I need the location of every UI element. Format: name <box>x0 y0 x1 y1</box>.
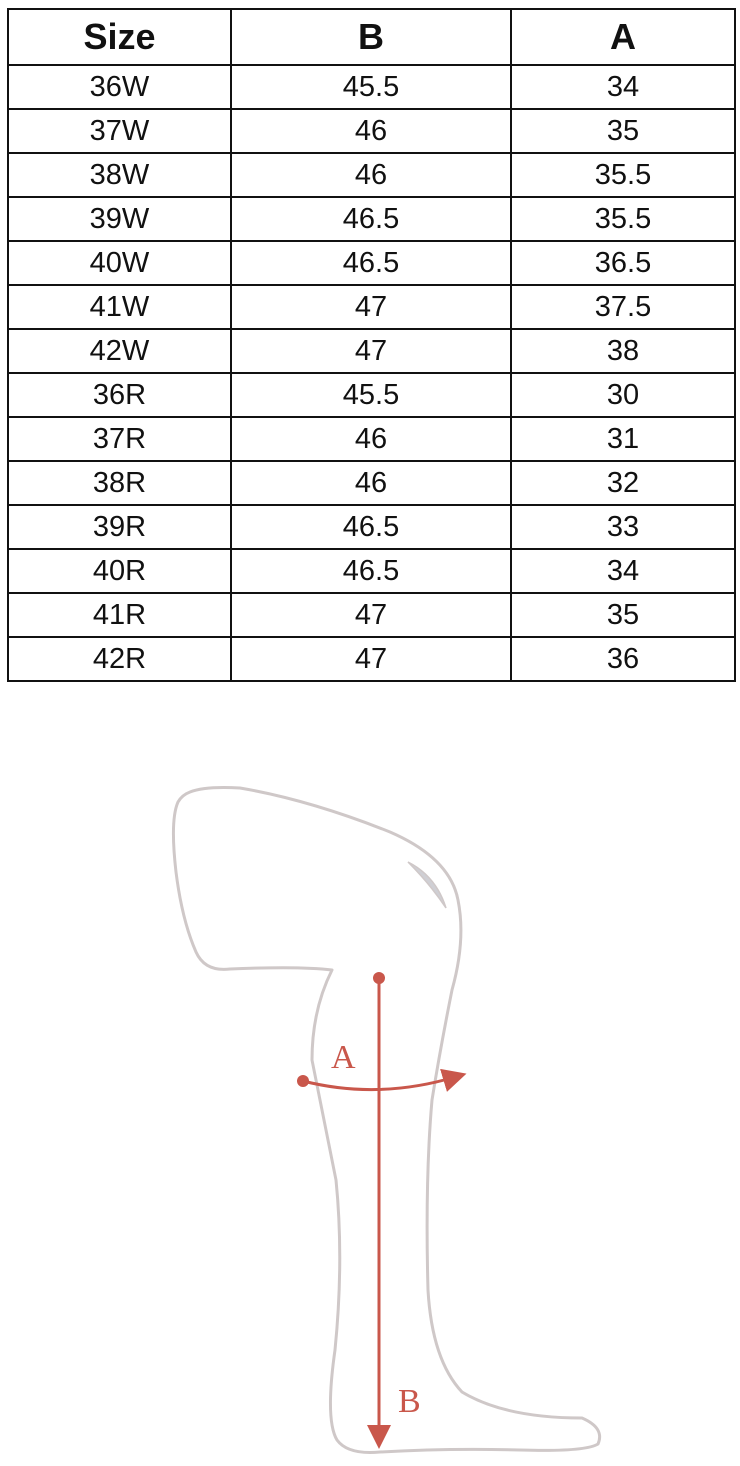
cell-a: 32 <box>511 461 735 505</box>
cell-b: 47 <box>231 593 511 637</box>
cell-a: 37.5 <box>511 285 735 329</box>
cell-b: 46.5 <box>231 505 511 549</box>
cell-size: 40R <box>8 549 231 593</box>
table-row <box>8 505 735 549</box>
table-row <box>8 373 735 417</box>
cell-b: 46.5 <box>231 241 511 285</box>
leg-outline <box>173 788 599 1453</box>
cell-b: 46.5 <box>231 197 511 241</box>
cell-a: 36 <box>511 637 735 681</box>
cell-size: 37W <box>8 109 231 153</box>
table-row <box>8 417 735 461</box>
table-row <box>8 329 735 373</box>
cell-a: 33 <box>511 505 735 549</box>
table-row <box>8 549 735 593</box>
cell-b: 46 <box>231 109 511 153</box>
table-row <box>8 285 735 329</box>
table-row <box>8 593 735 637</box>
cell-size: 41R <box>8 593 231 637</box>
cell-b: 46.5 <box>231 549 511 593</box>
label-b: B <box>398 1383 421 1420</box>
cell-b: 47 <box>231 637 511 681</box>
cell-a: 34 <box>511 549 735 593</box>
cell-size: 42W <box>8 329 231 373</box>
cell-b: 45.5 <box>231 65 511 109</box>
cell-size: 41W <box>8 285 231 329</box>
table-row <box>8 153 735 197</box>
cell-b: 46 <box>231 461 511 505</box>
cell-b: 47 <box>231 285 511 329</box>
cell-b: 46 <box>231 417 511 461</box>
cell-a: 35.5 <box>511 153 735 197</box>
cell-a: 35.5 <box>511 197 735 241</box>
table-row <box>8 197 735 241</box>
table-row <box>8 461 735 505</box>
cell-a: 35 <box>511 109 735 153</box>
table-row <box>8 241 735 285</box>
table-header-row <box>8 9 735 65</box>
cell-size: 37R <box>8 417 231 461</box>
cell-size: 38R <box>8 461 231 505</box>
label-a: A <box>331 1039 356 1076</box>
header-size: Size <box>8 9 231 65</box>
measurement-a-start-dot <box>297 1075 309 1087</box>
cell-a: 36.5 <box>511 241 735 285</box>
cell-a: 34 <box>511 65 735 109</box>
cell-size: 40W <box>8 241 231 285</box>
measurement-b-start-dot <box>373 972 385 984</box>
boot-measurement-diagram <box>0 760 740 1466</box>
cell-a: 35 <box>511 593 735 637</box>
table-row <box>8 637 735 681</box>
cell-b: 46 <box>231 153 511 197</box>
cell-b: 47 <box>231 329 511 373</box>
header-b: B <box>231 9 511 65</box>
cell-a: 31 <box>511 417 735 461</box>
cell-size: 39W <box>8 197 231 241</box>
cell-size: 38W <box>8 153 231 197</box>
cell-a: 30 <box>511 373 735 417</box>
cell-size: 39R <box>8 505 231 549</box>
size-chart-table <box>7 8 736 682</box>
cell-b: 45.5 <box>231 373 511 417</box>
header-a: A <box>511 9 735 65</box>
cell-size: 36R <box>8 373 231 417</box>
table-row <box>8 109 735 153</box>
cell-size: 42R <box>8 637 231 681</box>
cell-size: 36W <box>8 65 231 109</box>
cell-a: 38 <box>511 329 735 373</box>
table-row <box>8 65 735 109</box>
